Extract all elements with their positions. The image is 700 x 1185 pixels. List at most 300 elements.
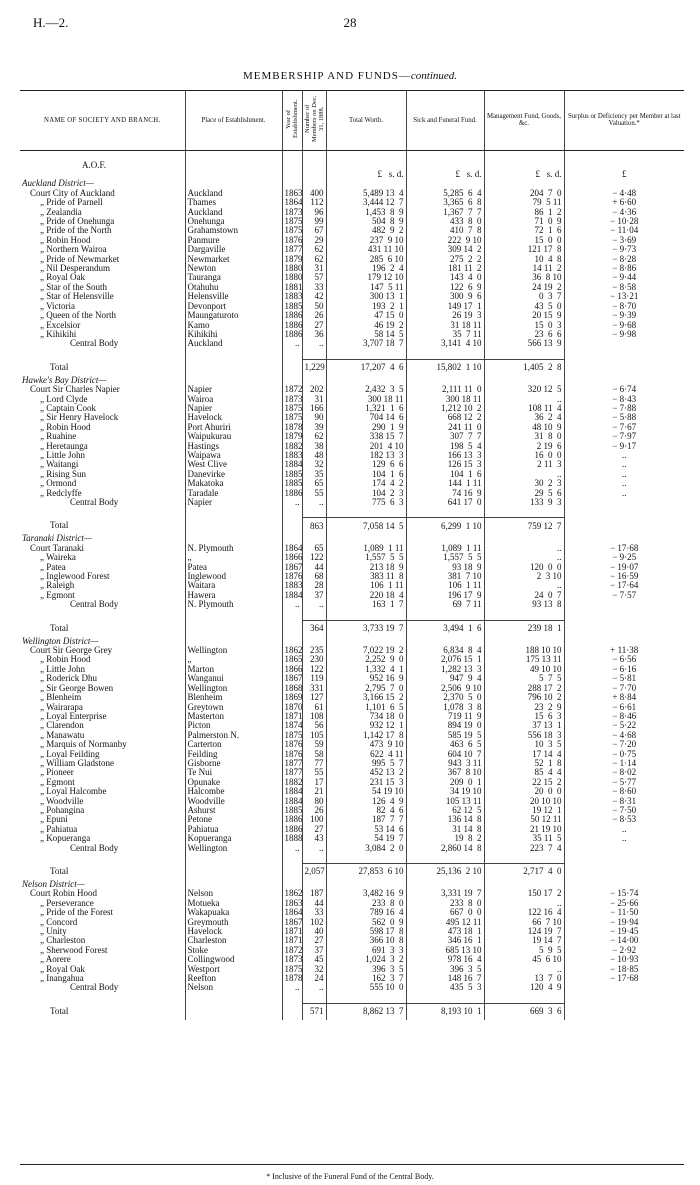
table-row: [20, 889, 684, 898]
total-worth: 1,089 1 11: [326, 544, 406, 553]
year-established: 1886: [282, 825, 302, 834]
sick-funeral-fund: 1,282 13 3: [406, 665, 484, 674]
sick-funeral-fund: 433 8 0: [406, 217, 484, 226]
total-worth: 104 2 3: [326, 489, 406, 498]
member-count: 119: [302, 674, 326, 683]
management-fund: 20 10 10: [484, 797, 564, 806]
surplus-deficiency: − 7·50: [564, 806, 684, 815]
branch-name: „ Pioneer: [40, 768, 74, 778]
branch-name: „ Sherwood Forest: [40, 945, 108, 955]
year-established: 1876: [282, 572, 302, 581]
member-count: 235: [302, 646, 326, 655]
member-count: 48: [302, 451, 326, 460]
member-count: 90: [302, 413, 326, 422]
year-established: 1886: [282, 815, 302, 824]
surplus-deficiency: − 6·56: [564, 655, 684, 664]
year-established: 1871: [282, 712, 302, 721]
place-of-establishment: Auckland: [185, 339, 282, 348]
place-of-establishment: Picton: [185, 721, 282, 730]
branch-name: „ William Gladstone: [40, 758, 114, 768]
sick-funeral-fund: 198 5 4: [406, 442, 484, 451]
total-sick-fund: 3,494 1 6: [406, 620, 484, 637]
sick-funeral-fund: 105 13 11: [406, 797, 484, 806]
branch-name: „ Ruahine: [40, 432, 77, 442]
place-of-establishment: Halcombe: [185, 787, 282, 796]
surplus-deficiency: − 17·68: [564, 544, 684, 553]
sick-funeral-fund: 166 13 3: [406, 451, 484, 460]
member-count: 65: [302, 544, 326, 553]
branch-name: „ Captain Cook: [40, 403, 96, 413]
surplus-deficiency: − 4·68: [564, 731, 684, 740]
surplus-deficiency: − 18·85: [564, 965, 684, 974]
district-heading-row: [20, 179, 684, 188]
place-of-establishment: Wanganui: [185, 674, 282, 683]
sick-funeral-fund: 300 9 6: [406, 292, 484, 301]
place-of-establishment: Wellington: [185, 844, 282, 853]
year-established: 1880: [282, 264, 302, 273]
sick-funeral-fund: 74 16 9: [406, 489, 484, 498]
branch-name: „ Pohangina: [40, 805, 85, 815]
surplus-deficiency: − 9·68: [564, 321, 684, 330]
table-row: [20, 797, 684, 806]
year-established: 1869: [282, 693, 302, 702]
member-count: 105: [302, 731, 326, 740]
year-established: 1877: [282, 768, 302, 777]
management-fund: 2 3 10: [484, 572, 564, 581]
place-of-establishment: Wairoa: [185, 395, 282, 404]
total-worth: 53 14 6: [326, 825, 406, 834]
year-established: 1873: [282, 395, 302, 404]
member-count: 68: [302, 572, 326, 581]
member-count: 58: [302, 750, 326, 759]
unit-sick: £ s. d.: [406, 170, 484, 179]
total-worth: 54 19 10: [326, 787, 406, 796]
place-of-establishment: West Clive: [185, 460, 282, 469]
sick-funeral-fund: 685 13 10: [406, 946, 484, 955]
place-of-establishment: Nelson: [185, 983, 282, 992]
sick-funeral-fund: 136 14 8: [406, 815, 484, 824]
surplus-deficiency: − 4·48: [564, 189, 684, 198]
table-row: [20, 693, 684, 702]
year-established: 1878: [282, 423, 302, 432]
branch-name: „ Wairarapa: [40, 702, 83, 712]
sick-funeral-fund: 62 12 5: [406, 806, 484, 815]
branch-name: „ Inangahua: [40, 974, 84, 984]
sick-funeral-fund: 104 1 6: [406, 470, 484, 479]
units-row: [20, 170, 684, 179]
member-count: ..: [302, 600, 326, 609]
management-fund: 72 1 6: [484, 226, 564, 235]
table-row: [20, 572, 684, 581]
branch-name: „ Heretaunga: [40, 441, 88, 451]
member-count: 27: [302, 936, 326, 945]
place-of-establishment: Nelson: [185, 889, 282, 898]
member-count: 202: [302, 385, 326, 394]
table-row: [20, 815, 684, 824]
member-count: 26: [302, 806, 326, 815]
page-title: MEMBERSHIP AND FUNDS—continued.: [242, 70, 458, 82]
branch-name: „ Northern Wairoa: [40, 245, 107, 255]
surplus-deficiency: − 11·04: [564, 226, 684, 235]
table-row: [20, 311, 684, 320]
table-row: [20, 423, 684, 432]
branch-name: „ Kopueranga: [40, 834, 91, 844]
year-established: 1865: [282, 655, 302, 664]
branch-name: „ Nil Desperandum: [40, 264, 110, 274]
surplus-deficiency: − 14·00: [564, 936, 684, 945]
total-members: 364: [302, 620, 326, 637]
branch-name: „ Victoria: [40, 301, 76, 311]
sick-funeral-fund: 943 3 11: [406, 759, 484, 768]
place-of-establishment: Danevirke: [185, 470, 282, 479]
unit-surplus: £: [564, 170, 684, 179]
total-worth: 366 10 8: [326, 936, 406, 945]
table-row: [20, 432, 684, 441]
place-of-establishment: Havelock: [185, 927, 282, 936]
sick-funeral-fund: 719 11 9: [406, 712, 484, 721]
year-established: 1866: [282, 553, 302, 562]
branch-name: „ Egmont: [40, 777, 75, 787]
table-row: [20, 302, 684, 311]
place-of-establishment: Napier: [185, 404, 282, 413]
member-count: ..: [302, 983, 326, 992]
table-row: [20, 787, 684, 796]
total-worth-sum: 27,853 6 10: [326, 864, 406, 881]
member-count: 99: [302, 217, 326, 226]
sick-funeral-fund: 275 2 2: [406, 255, 484, 264]
total-worth-sum: 17,207 4 6: [326, 359, 406, 376]
management-fund: 49 10 10: [484, 665, 564, 674]
year-established: 1864: [282, 908, 302, 917]
total-worth: 7,022 19 2: [326, 646, 406, 655]
total-worth: 220 18 4: [326, 591, 406, 600]
place-of-establishment: Hawera: [185, 591, 282, 600]
management-fund: ..: [484, 395, 564, 404]
surplus-deficiency: − 17·68: [564, 974, 684, 983]
place-of-establishment: Te Nui: [185, 768, 282, 777]
management-fund: 2 11 3: [484, 460, 564, 469]
member-count: 331: [302, 684, 326, 693]
branch-name: „ Loyal Feilding: [40, 749, 100, 759]
place-of-establishment: Thames: [185, 198, 282, 207]
management-fund: 85 4 4: [484, 768, 564, 777]
management-fund: 17 14 4: [484, 750, 564, 759]
branch-name: „ Pride of Newmarket: [40, 254, 120, 264]
col-header-mgmt: Management Fund, Goods, &c.: [484, 91, 564, 151]
surplus-deficiency: − 3·69: [564, 236, 684, 245]
year-established: 1871: [282, 927, 302, 936]
year-established: 1862: [282, 889, 302, 898]
member-count: 80: [302, 797, 326, 806]
surplus-deficiency: − 6·16: [564, 665, 684, 674]
table-row: [20, 936, 684, 945]
management-fund: 93 13 8: [484, 600, 564, 609]
sick-funeral-fund: 2,111 11 0: [406, 385, 484, 394]
member-count: 62: [302, 245, 326, 254]
year-established: 1875: [282, 965, 302, 974]
table-row: [20, 264, 684, 273]
total-worth: 598 17 8: [326, 927, 406, 936]
total-worth: 338 15 7: [326, 432, 406, 441]
year-established: 1884: [282, 787, 302, 796]
year-established: 1888: [282, 834, 302, 843]
total-worth: 691 3 3: [326, 946, 406, 955]
surplus-deficiency: − 8·31: [564, 797, 684, 806]
table-row: [20, 665, 684, 674]
surplus-deficiency: ..: [564, 470, 684, 479]
col-header-surplus: Surplus or Deficiency per Member at last Valuation.*: [564, 91, 684, 151]
member-count: 56: [302, 721, 326, 730]
place-of-establishment: Inglewood: [185, 572, 282, 581]
total-worth: 452 13 2: [326, 768, 406, 777]
place-of-establishment: Wellington: [185, 646, 282, 655]
total-worth-sum: 7,058 14 5: [326, 518, 406, 535]
place-of-establishment: Taradale: [185, 489, 282, 498]
branch-name: „ Lord Clyde: [40, 394, 88, 404]
total-worth: 54 19 7: [326, 834, 406, 843]
year-established: 1884: [282, 591, 302, 600]
place-of-establishment: Devonport: [185, 302, 282, 311]
place-of-establishment: Otahuhu: [185, 283, 282, 292]
branch-name: Central Body: [70, 339, 119, 349]
total-worth: 383 11 8: [326, 572, 406, 581]
surplus-deficiency: ..: [564, 489, 684, 498]
branch-name: „ Star of Helensville: [40, 292, 114, 302]
place-of-establishment: Napier: [185, 385, 282, 394]
table-row: [20, 965, 684, 974]
col-header-worth: Total Worth.: [326, 91, 406, 151]
management-fund: 320 12 5: [484, 385, 564, 394]
surplus-deficiency: − 19·45: [564, 927, 684, 936]
surplus-deficiency: − 8·02: [564, 768, 684, 777]
total-label: Total: [50, 1005, 69, 1016]
place-of-establishment: Reefton: [185, 974, 282, 983]
management-fund: 79 5 11: [484, 198, 564, 207]
branch-name: Court City of Auckland: [30, 188, 115, 198]
table-row: [20, 768, 684, 777]
management-fund: 150 17 2: [484, 889, 564, 898]
total-sick-fund: 15,802 1 10: [406, 359, 484, 376]
management-fund: 204 7 0: [484, 189, 564, 198]
branch-name: „ Zealandia: [40, 207, 82, 217]
surplus-deficiency: − 8·70: [564, 302, 684, 311]
sick-funeral-fund: 149 17 1: [406, 302, 484, 311]
total-worth-sum: 8,862 13 7: [326, 1003, 406, 1020]
surplus-deficiency: − 5·81: [564, 674, 684, 683]
total-worth: 231 15 3: [326, 778, 406, 787]
branch-name: Central Body: [70, 600, 119, 610]
branch-name: „ Charleston: [40, 936, 86, 946]
total-worth: 179 12 10: [326, 273, 406, 282]
branch-name: „ Pride of Parnell: [40, 198, 103, 208]
table-row: [20, 581, 684, 590]
total-worth: 126 4 9: [326, 797, 406, 806]
management-fund: 20 0 0: [484, 787, 564, 796]
total-worth: 46 19 2: [326, 321, 406, 330]
year-established: 1870: [282, 703, 302, 712]
surplus-deficiency: − 25·66: [564, 899, 684, 908]
place-of-establishment: N. Plymouth: [185, 600, 282, 609]
district-name: Nelson District—: [22, 880, 85, 889]
year-established: 1875: [282, 413, 302, 422]
table-row: [20, 460, 684, 469]
member-count: 37: [302, 591, 326, 600]
district-heading-row: [20, 376, 684, 385]
member-count: 29: [302, 236, 326, 245]
year-established: 1873: [282, 208, 302, 217]
member-count: 35: [302, 470, 326, 479]
sick-funeral-fund: 1,367 7 7: [406, 208, 484, 217]
place-of-establishment: Wakapuaka: [185, 908, 282, 917]
sick-funeral-fund: 2,506 9 10: [406, 684, 484, 693]
year-established: 1886: [282, 330, 302, 339]
branch-name: „ Perseverance: [40, 898, 94, 908]
member-count: 43: [302, 834, 326, 843]
management-fund: 2 19 6: [484, 442, 564, 451]
district-heading-row: [20, 534, 684, 543]
total-worth: 182 13 3: [326, 451, 406, 460]
total-management-fund: 239 18 1: [484, 620, 564, 637]
place-of-establishment: Waipukurau: [185, 432, 282, 441]
year-established: 1885: [282, 470, 302, 479]
sick-funeral-fund: 93 18 9: [406, 563, 484, 572]
table-row: [20, 806, 684, 815]
table-row: [20, 646, 684, 655]
branch-name: „ Queen of the North: [40, 311, 116, 321]
year-established: 1876: [282, 740, 302, 749]
member-count: 108: [302, 712, 326, 721]
sick-funeral-fund: 495 12 11: [406, 918, 484, 927]
table-row: [20, 740, 684, 749]
surplus-deficiency: − 1·14: [564, 759, 684, 768]
place-of-establishment: Stoke: [185, 946, 282, 955]
branch-name: „ Clarendon: [40, 721, 84, 731]
year-established: 1885: [282, 806, 302, 815]
sick-funeral-fund: 35 7 11: [406, 330, 484, 339]
surplus-deficiency: − 5·22: [564, 721, 684, 730]
place-of-establishment: Woodville: [185, 797, 282, 806]
total-worth: 2,252 9 0: [326, 655, 406, 664]
surplus-deficiency: − 5·88: [564, 413, 684, 422]
sick-funeral-fund: 585 19 5: [406, 731, 484, 740]
member-count: 28: [302, 581, 326, 590]
year-established: 1867: [282, 563, 302, 572]
surplus-deficiency: − 19·94: [564, 918, 684, 927]
member-count: 37: [302, 946, 326, 955]
place-of-establishment: Auckland: [185, 189, 282, 198]
sick-funeral-fund: 2,370 5 0: [406, 693, 484, 702]
total-management-fund: 669 3 6: [484, 1003, 564, 1020]
management-fund: 30 2 3: [484, 479, 564, 488]
district-name: Taranaki District—: [22, 534, 92, 544]
member-count: 39: [302, 423, 326, 432]
total-worth: 300 13 1: [326, 292, 406, 301]
sick-funeral-fund: 410 7 8: [406, 226, 484, 235]
membership-funds-table: [20, 90, 684, 1020]
management-fund: 71 0 9: [484, 217, 564, 226]
management-fund: 223 7 4: [484, 844, 564, 853]
member-count: 100: [302, 815, 326, 824]
sick-funeral-fund: 894 19 0: [406, 721, 484, 730]
district-heading-row: [20, 880, 684, 889]
branch-name: „ Pride of Onehunga: [40, 217, 115, 227]
member-count: 59: [302, 740, 326, 749]
member-count: 32: [302, 460, 326, 469]
surplus-deficiency: [564, 339, 684, 348]
sick-funeral-fund: 19 8 2: [406, 834, 484, 843]
surplus-deficiency: − 9·98: [564, 330, 684, 339]
sick-funeral-fund: 667 0 0: [406, 908, 484, 917]
table-row: [20, 918, 684, 927]
year-established: 1875: [282, 731, 302, 740]
surplus-deficiency: − 4·36: [564, 208, 684, 217]
table-row: [20, 563, 684, 572]
table-row: [20, 750, 684, 759]
year-established: 1885: [282, 302, 302, 311]
member-count: 57: [302, 273, 326, 282]
management-fund: 15 0 0: [484, 236, 564, 245]
sick-funeral-fund: 435 5 3: [406, 983, 484, 992]
surplus-deficiency: [564, 844, 684, 853]
table-row: [20, 217, 684, 226]
surplus-deficiency: − 2·92: [564, 946, 684, 955]
page-number: 28: [343, 15, 357, 30]
table-row: [20, 395, 684, 404]
surplus-deficiency: [564, 983, 684, 992]
table-row: [20, 946, 684, 955]
surplus-deficiency: − 9·39: [564, 311, 684, 320]
branch-name: Court Sir Charles Napier: [30, 385, 120, 395]
branch-name: „ Excelsior: [40, 320, 81, 330]
branch-name: „ Pahiatua: [40, 824, 78, 834]
sick-funeral-fund: 1,078 3 8: [406, 703, 484, 712]
surplus-deficiency: − 10·28: [564, 217, 684, 226]
place-of-establishment: Opunake: [185, 778, 282, 787]
place-of-establishment: Kopueranga: [185, 834, 282, 843]
management-fund: 120 0 0: [484, 563, 564, 572]
management-fund: 288 17 2: [484, 684, 564, 693]
table-row: [20, 339, 684, 348]
sick-funeral-fund: 144 1 11: [406, 479, 484, 488]
total-worth: 163 1 7: [326, 600, 406, 609]
total-members: 571: [302, 1003, 326, 1020]
total-worth-sum: 3,733 19 7: [326, 620, 406, 637]
member-count: ..: [302, 498, 326, 507]
total-worth: 482 9 2: [326, 226, 406, 235]
surplus-deficiency: − 17·64: [564, 581, 684, 590]
sick-funeral-fund: 309 14 2: [406, 245, 484, 254]
year-established: ..: [282, 498, 302, 507]
total-worth: 734 18 0: [326, 712, 406, 721]
col-header-year: Year of Establishment.: [282, 91, 302, 151]
year-established: 1883: [282, 451, 302, 460]
surplus-deficiency: − 7·67: [564, 423, 684, 432]
year-established: 1878: [282, 974, 302, 983]
total-worth: 162 3 7: [326, 974, 406, 983]
total-members: 863: [302, 518, 326, 535]
surplus-deficiency: ..: [564, 479, 684, 488]
management-fund: 175 13 11: [484, 655, 564, 664]
table-row: [20, 404, 684, 413]
branch-name: „ Roderick Dhu: [40, 674, 97, 684]
sick-funeral-fund: 5,285 6 4: [406, 189, 484, 198]
management-fund: 15 6 3: [484, 712, 564, 721]
total-worth: 562 0 9: [326, 918, 406, 927]
total-label: Total: [50, 361, 69, 372]
total-worth: 932 12 1: [326, 721, 406, 730]
member-count: 32: [302, 965, 326, 974]
management-fund: 35 11 5: [484, 834, 564, 843]
